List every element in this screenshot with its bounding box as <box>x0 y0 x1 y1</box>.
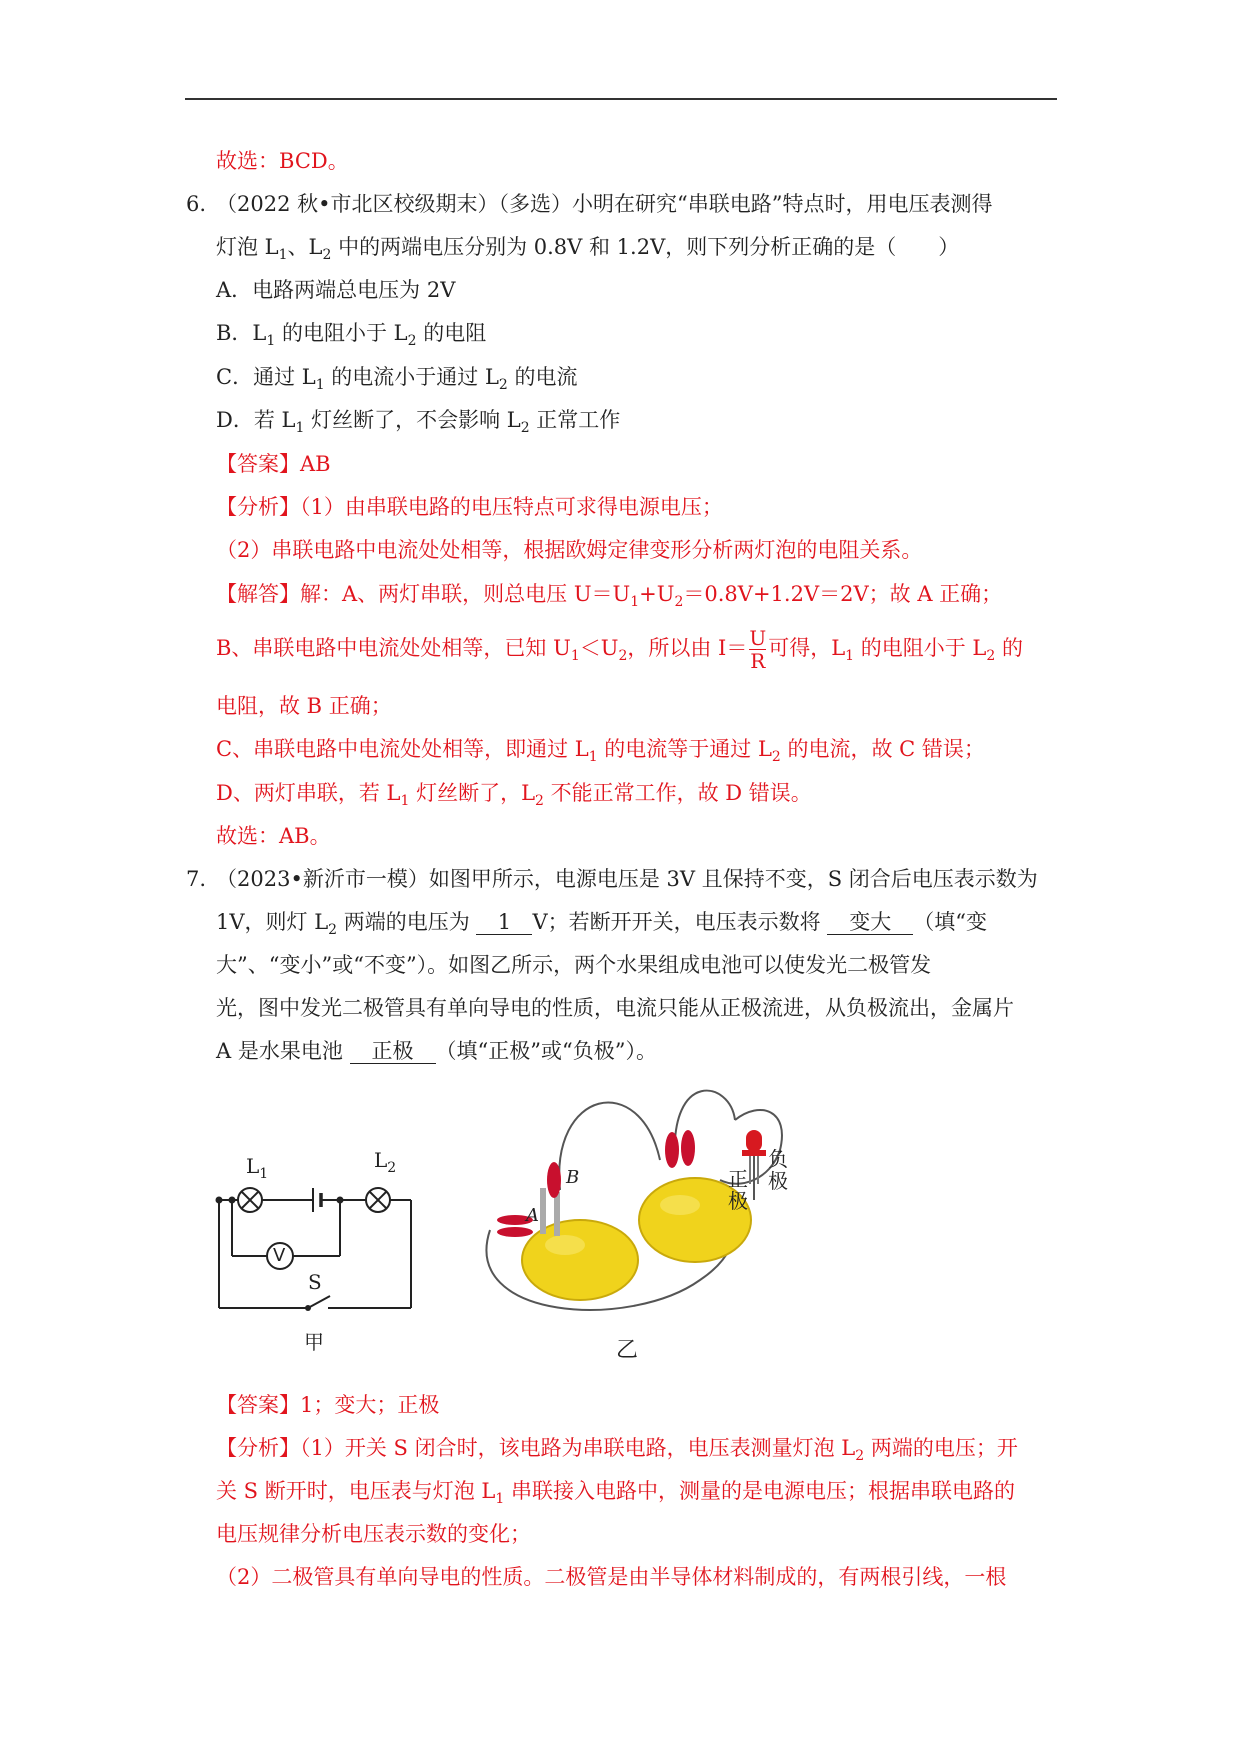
q7-analysis-3: 电压规律分析电压表示数的变化； <box>216 1522 531 1546</box>
q6-solution-4: C、串联电路中电流处处相等，即通过 $L_1$ 的电流等于通过 $L_2$ 的电流，故 C 错误； <box>216 737 985 766</box>
q6-solution-2: B、串联电路中电流处处相等，已知 $U_1<U_2$，所以由 I＝ $\frac{U}{R}$ 可得，$L_1$ 的电阻小于 $L_2$ 的 <box>216 626 1023 673</box>
q6-option-d: D．若 $L_1$ 灯丝断了，不会影响 $L_2$ 正常工作 <box>216 408 621 437</box>
answer-blank-2: 变大 <box>827 910 913 935</box>
q6-conclusion: 故选：AB。 <box>216 824 331 848</box>
q6-answer: 【答案】AB <box>216 452 331 476</box>
answer-blank-3: 正极 <box>350 1039 436 1064</box>
q7-analysis-1: 【分析】（1）开关 S 闭合时，该电路为串联电路，电压表测量灯泡 $L_2$ 两端的电压；开 <box>216 1436 1018 1465</box>
figure-jia-caption: 甲 <box>304 1330 324 1354</box>
answer-blank-1: 1 <box>476 910 532 935</box>
q6-option-b: B．$L_1$ 的电阻小于 $L_2$ 的电阻 <box>216 321 487 350</box>
q6-stem-line2: 灯泡 $L_1$、$L_2$ 中的两端电压分别为 0.8V 和 1.2V，则下列分析正确的是（ ） <box>216 235 960 264</box>
figure-jia-circuit <box>210 1148 420 1354</box>
circuit-diagram <box>210 1150 420 1350</box>
label-a: A <box>526 1205 539 1226</box>
label-l1: $L_1$ <box>246 1154 269 1182</box>
q7-stem-line1: （2023•新沂市一模）如图甲所示，电源电压是 3V 且保持不变，S 闭合后电压表示数为 <box>216 867 1038 891</box>
q6-option-a: A．电路两端总电压为 2V <box>216 278 456 302</box>
q6-stem-line1: （2022 秋•市北区校级期末）（多选）小明在研究“串联电路”特点时，用电压表测得 <box>216 192 993 216</box>
header-rule <box>185 98 1057 100</box>
q6-solution-3: 电阻，故 B 正确； <box>216 694 392 718</box>
label-l2: $L_2$ <box>374 1148 397 1176</box>
q6-analysis-1: 【分析】（1）由串联电路的电压特点可求得电源电压； <box>216 495 723 519</box>
label-negative: 负极 <box>768 1147 788 1193</box>
q7-stem-line4: 光，图中发光二极管具有单向导电的性质，电流只能从正极流进，从负极流出，金属片 <box>216 996 1014 1020</box>
q6-number: 6. <box>186 192 207 216</box>
q7-analysis-2: 关 S 断开时，电压表与灯泡 $L_1$ 串联接入电路中，测量的是电源电压；根据串联电路的 <box>216 1479 1015 1508</box>
voltmeter-label: V <box>273 1245 286 1266</box>
q6-option-c: C．通过 $L_1$ 的电流小于通过 $L_2$ 的电流 <box>216 365 578 394</box>
q7-stem-line2: 1V，则灯 $L_2$ 两端的电压为 1 V；若断开开关，电压表示数将 变大 （填“变 <box>216 910 988 939</box>
switch-label: S <box>308 1270 322 1294</box>
q6-analysis-2: （2）串联电路中电流处处相等，根据欧姆定律变形分析两灯泡的电阻关系。 <box>216 538 923 562</box>
q6-solution-1: 【解答】解：A、两灯串联，则总电压 $U=U_1+U_2=0.8V+1.2V=2V$；故 A 正确； <box>216 582 1003 611</box>
label-positive: 正极 <box>728 1167 748 1213</box>
q7-stem-line5: A 是水果电池 正极 （填“正极”或“负极”）。 <box>216 1039 657 1063</box>
q7-analysis-4: （2）二极管具有单向导电的性质。二极管是由半导体材料制成的，有两根引线，一根 <box>216 1565 1007 1589</box>
q7-number: 7. <box>186 867 207 891</box>
q7-answer: 【答案】1；变大；正极 <box>216 1393 440 1417</box>
figure-yi-fruit-battery <box>470 1080 840 1370</box>
q7-stem-line3: 大”、“变小”或“不变”）。如图乙所示，两个水果组成电池可以使发光二极管发 <box>216 953 932 977</box>
label-b: B <box>566 1167 580 1188</box>
q6-solution-5: D、两灯串联，若 $L_1$ 灯丝断了，$L_2$ 不能正常工作，故 D 错误。 <box>216 781 812 810</box>
ohm-fraction: $\frac{U}{R}$ <box>749 626 767 673</box>
prev-conclusion: 故选：BCD。 <box>216 149 349 173</box>
figure-yi-caption: 乙 <box>616 1338 639 1363</box>
